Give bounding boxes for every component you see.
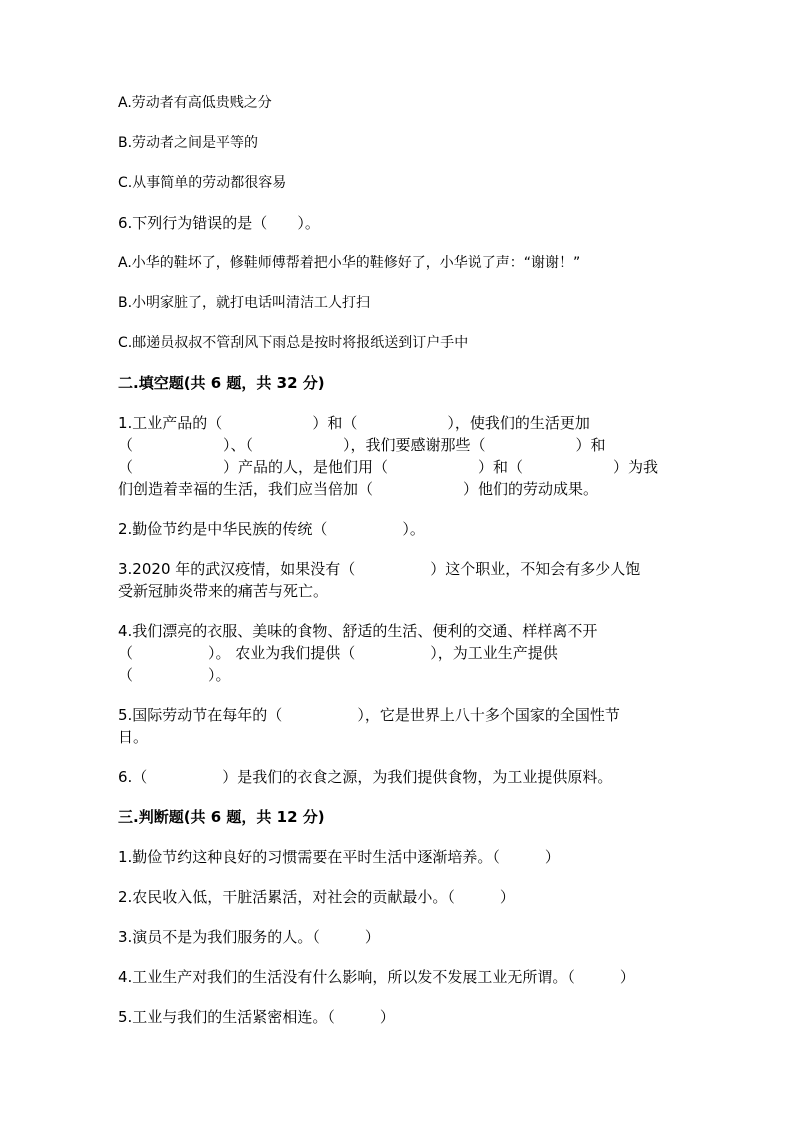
q6-option-a: A.小华的鞋坏了，修鞋师傅帮着把小华的鞋修好了，小华说了声：“谢谢！” [118, 255, 581, 271]
q6-option-b: B.小明家脏了，就打电话叫清洁工人打扫 [118, 295, 371, 311]
fill-question-5 [118, 704, 678, 748]
fill-q4-row: 4.我们漂亮的衣服、美味的食物、舒适的生活、便利的交通、样样离不开 [118, 622, 598, 640]
judge-question-1: 1.勤俭节约这种良好的习惯需要在平时生活中逐渐培养。（ ） [118, 848, 560, 866]
q6-stem: 6.下列行为错误的是（ ）。 [118, 214, 320, 232]
q5-option-b: B.劳动者之间是平等的 [118, 135, 259, 151]
judge-question-5: 5.工业与我们的生活紧密相连。（ ） [118, 1008, 395, 1026]
fill-question-2: 2.勤俭节约是中华民族的传统（ ）。 [118, 520, 425, 538]
fill-q3-row: 受新冠肺炎带来的痛苦与死亡。 [118, 582, 329, 600]
q6-option-c: C.邮递员叔叔不管刮风下雨总是按时将报纸送到订户手中 [118, 335, 469, 351]
fill-q1-row: 们创造着幸福的生活，我们应当倍加（ ）他们的劳动成果。 [118, 480, 599, 498]
fill-q4-row: （ ）。 农业为我们提供（ ），为工业生产提供 [118, 644, 558, 662]
fill-q4-row: （ ）。 [118, 666, 231, 684]
fill-q5-row: 日。 [118, 728, 149, 746]
fill-q1-row: （ ）产品的人，是他们用（ ）和（ ）为我 [118, 458, 659, 476]
fill-question-6: 6.（ ）是我们的衣食之源，为我们提供食物，为工业提供原料。 [118, 768, 613, 786]
judge-question-2: 2.农民收入低，干脏活累活，对社会的贡献最小。（ ） [118, 888, 515, 906]
judge-question-4: 4.工业生产对我们的生活没有什么影响，所以发不发展工业无所谓。（ ） [118, 968, 635, 986]
fill-question-1 [118, 412, 678, 500]
exam-page [118, 92, 678, 1046]
judge-question-3: 3.演员不是为我们服务的人。（ ） [118, 928, 380, 946]
judge-section-heading: 三.判断题(共 6 题，共 12 分) [118, 808, 325, 826]
fill-q1-row: 1.工业产品的（ ）和（ ），使我们的生活更加 [118, 414, 590, 432]
q5-option-c: C.从事简单的劳动都很容易 [118, 175, 287, 191]
fill-q1-row: （ ）、（ ），我们要感谢那些（ ）和 [118, 436, 606, 454]
fill-question-4 [118, 620, 678, 686]
fill-q5-row: 5.国际劳动节在每年的（ ），它是世界上八十多个国家的全国性节 [118, 706, 620, 724]
fill-section-heading: 二.填空题(共 6 题，共 32 分) [118, 374, 325, 392]
fill-question-3 [118, 558, 678, 602]
fill-q3-row: 3.2020 年的武汉疫情，如果没有（ ）这个职业，不知会有多少人饱 [118, 560, 641, 578]
q5-option-a: A.劳动者有高低贵贱之分 [118, 95, 272, 111]
